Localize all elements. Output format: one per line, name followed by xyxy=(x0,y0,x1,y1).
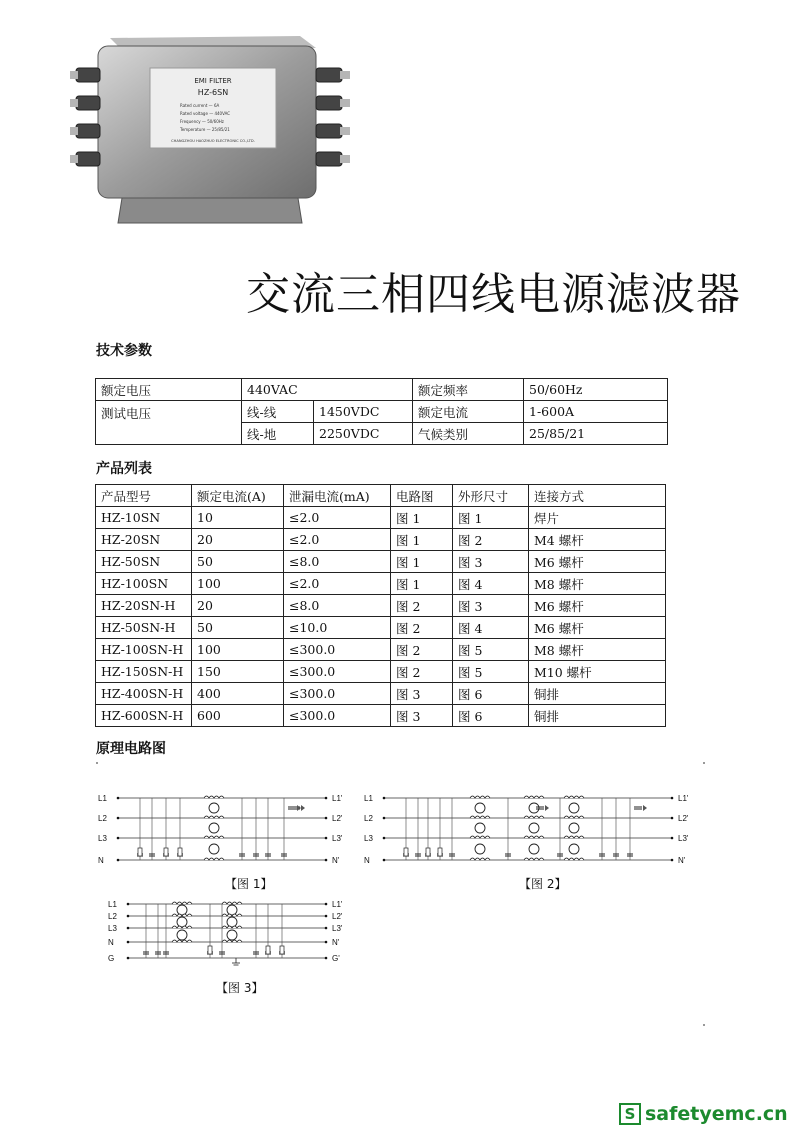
table-cell: 线-线 xyxy=(242,401,314,423)
table-cell: 电路图 xyxy=(391,485,453,507)
input-label: L2 xyxy=(98,814,107,823)
table-row xyxy=(96,379,668,401)
table-cell: 额定电压 xyxy=(96,379,242,401)
table-cell: 400 xyxy=(192,683,284,705)
table-cell: 440VAC xyxy=(242,379,413,401)
table-cell: 20 xyxy=(192,595,284,617)
coil-icon xyxy=(204,836,224,838)
svg-text:CHANGZHOU HAOZHUO ELECTRONIC C: CHANGZHOU HAOZHUO ELECTRONIC CO.,LTD. xyxy=(171,139,255,143)
table-cell: ≤8.0 xyxy=(284,551,391,573)
choke-core-icon xyxy=(475,844,485,854)
arrow-icon xyxy=(301,805,305,811)
table-cell: HZ-600SN-H xyxy=(96,705,192,727)
table-cell: 铜排 xyxy=(529,683,666,705)
table-cell: 线-地 xyxy=(242,423,314,445)
table-cell: 图 1 xyxy=(391,551,453,573)
table-cell: 图 1 xyxy=(391,573,453,595)
table-cell: 图 2 xyxy=(391,661,453,683)
table-cell: ≤300.0 xyxy=(284,705,391,727)
arrow-icon xyxy=(297,805,301,811)
coil-icon xyxy=(524,836,544,838)
coil-icon xyxy=(470,858,490,860)
table-cell: M6 螺杆 xyxy=(529,617,666,639)
table-cell: ≤2.0 xyxy=(284,507,391,529)
table-cell: 2250VDC xyxy=(314,423,413,445)
table-cell: 图 2 xyxy=(391,595,453,617)
arrow-icon xyxy=(643,805,647,811)
table-cell: 50 xyxy=(192,617,284,639)
table-row xyxy=(96,529,666,551)
table-cell: 图 3 xyxy=(391,705,453,727)
resistor-icon xyxy=(138,848,142,856)
table-cell: HZ-100SN-H xyxy=(96,639,192,661)
output-label: L1' xyxy=(678,794,689,803)
choke-core-icon xyxy=(529,803,539,813)
output-label: L1' xyxy=(332,794,343,803)
table-cell: ≤2.0 xyxy=(284,573,391,595)
choke-core-icon xyxy=(177,930,187,940)
table-cell: 产品型号 xyxy=(96,485,192,507)
figure-1-caption: 【图 1】 xyxy=(225,877,273,891)
output-label: N' xyxy=(332,856,340,865)
figure-2-caption: 【图 2】 xyxy=(519,877,567,891)
table-cell: M6 螺杆 xyxy=(529,551,666,573)
table-cell: M10 螺杆 xyxy=(529,661,666,683)
circuit-figure-2 xyxy=(362,788,702,868)
coil-icon xyxy=(470,836,490,838)
table-cell: 图 3 xyxy=(391,683,453,705)
table-cell: 图 4 xyxy=(453,573,529,595)
table-cell: 图 1 xyxy=(453,507,529,529)
input-label: L1 xyxy=(364,794,373,803)
table-cell: 100 xyxy=(192,639,284,661)
input-label: N xyxy=(98,856,104,865)
coil-icon xyxy=(524,796,544,798)
table-cell: 100 xyxy=(192,573,284,595)
resistor-icon xyxy=(438,848,442,856)
coil-icon xyxy=(564,816,584,818)
table-row xyxy=(96,551,666,573)
coil-icon xyxy=(564,836,584,838)
table-cell: 1-600A xyxy=(524,401,668,423)
product-table xyxy=(95,484,666,727)
choke-core-icon xyxy=(569,803,579,813)
output-label: L1' xyxy=(332,900,343,909)
figure-3-caption: 【图 3】 xyxy=(216,981,264,995)
choke-core-icon xyxy=(209,803,219,813)
output-label: N' xyxy=(332,938,340,947)
logo-text: safetyemc.cn xyxy=(645,1103,788,1125)
table-cell: 图 4 xyxy=(453,617,529,639)
table-cell: M8 螺杆 xyxy=(529,639,666,661)
table-row xyxy=(96,507,666,529)
choke-core-icon xyxy=(227,905,237,915)
input-label: N xyxy=(364,856,370,865)
table-cell: M4 螺杆 xyxy=(529,529,666,551)
circuit-figure-3 xyxy=(106,896,356,976)
product-photo xyxy=(62,28,382,238)
choke-core-icon xyxy=(177,905,187,915)
table-cell: 50/60Hz xyxy=(524,379,668,401)
output-label: L2' xyxy=(332,814,343,823)
input-label: L3 xyxy=(364,834,373,843)
input-label: L2 xyxy=(108,912,117,921)
table-cell: HZ-20SN-H xyxy=(96,595,192,617)
output-label: L3' xyxy=(332,924,343,933)
choke-core-icon xyxy=(569,823,579,833)
table-cell: HZ-150SN-H xyxy=(96,661,192,683)
coil-icon xyxy=(564,796,584,798)
coil-icon xyxy=(470,816,490,818)
svg-text:Rated current — 6A: Rated current — 6A xyxy=(180,103,220,108)
page-title: 交流三相四线电源滤波器 xyxy=(246,269,741,320)
coil-icon xyxy=(470,796,490,798)
table-cell: ≤300.0 xyxy=(284,661,391,683)
table-cell: ≤8.0 xyxy=(284,595,391,617)
table-cell: HZ-50SN-H xyxy=(96,617,192,639)
table-cell: 额定电流(A) xyxy=(192,485,284,507)
table-cell: 泄漏电流(mA) xyxy=(284,485,391,507)
table-cell: ≤2.0 xyxy=(284,529,391,551)
input-label: L3 xyxy=(108,924,117,933)
table-cell: 图 5 xyxy=(453,661,529,683)
table-cell: 图 6 xyxy=(453,683,529,705)
table-cell: 图 1 xyxy=(391,529,453,551)
resistor-icon xyxy=(208,946,212,954)
output-label: L2' xyxy=(332,912,343,921)
choke-core-icon xyxy=(529,823,539,833)
resistor-icon xyxy=(426,848,430,856)
output-label: L3' xyxy=(678,834,689,843)
table-cell: 外形尺寸 xyxy=(453,485,529,507)
table-cell: 铜排 xyxy=(529,705,666,727)
table-cell: 图 1 xyxy=(391,507,453,529)
table-cell: HZ-20SN xyxy=(96,529,192,551)
svg-text:Temperature — 25/85/21: Temperature — 25/85/21 xyxy=(180,127,230,132)
table-cell: 焊片 xyxy=(529,507,666,529)
coil-icon xyxy=(524,816,544,818)
output-label: L2' xyxy=(678,814,689,823)
choke-core-icon xyxy=(475,803,485,813)
choke-core-icon xyxy=(529,844,539,854)
table-cell: 额定频率 xyxy=(413,379,524,401)
table-cell: 1450VDC xyxy=(314,401,413,423)
tech-params-heading: 技术参数 xyxy=(96,343,152,359)
table-cell: 600 xyxy=(192,705,284,727)
coil-icon xyxy=(524,858,544,860)
table-header-row xyxy=(96,485,666,507)
label-model: HZ-6SN xyxy=(197,88,229,97)
choke-core-icon xyxy=(227,917,237,927)
choke-core-icon xyxy=(177,917,187,927)
choke-core-icon xyxy=(475,823,485,833)
table-cell: 图 2 xyxy=(391,617,453,639)
table-row xyxy=(96,683,666,705)
table-cell: 图 3 xyxy=(453,551,529,573)
input-label: L3 xyxy=(98,834,107,843)
coil-icon xyxy=(222,902,242,904)
table-row xyxy=(96,705,666,727)
choke-core-icon xyxy=(569,844,579,854)
input-label: L2 xyxy=(364,814,373,823)
input-label: G xyxy=(108,954,115,963)
table-cell: M6 螺杆 xyxy=(529,595,666,617)
table-cell: HZ-50SN xyxy=(96,551,192,573)
table-cell: 150 xyxy=(192,661,284,683)
coil-icon xyxy=(204,796,224,798)
table-cell: ≤300.0 xyxy=(284,639,391,661)
table-row xyxy=(96,595,666,617)
coil-icon xyxy=(172,902,192,904)
table-cell: 额定电流 xyxy=(413,401,524,423)
output-label: N' xyxy=(678,856,686,865)
table-cell: M8 螺杆 xyxy=(529,573,666,595)
resistor-icon xyxy=(266,946,270,954)
table-cell: ≤10.0 xyxy=(284,617,391,639)
label-title: EMI FILTER xyxy=(194,77,232,85)
spec-table xyxy=(95,378,668,445)
svg-text:Rated voltage — 440VAC: Rated voltage — 440VAC xyxy=(180,111,231,116)
logo-mark: S xyxy=(619,1103,641,1125)
coil-icon xyxy=(204,858,224,860)
circuit-figure-1 xyxy=(96,788,356,868)
table-cell: 25/85/21 xyxy=(524,423,668,445)
coil-icon xyxy=(564,858,584,860)
svg-text:Frequency — 50/60Hz: Frequency — 50/60Hz xyxy=(180,119,224,124)
coil-icon xyxy=(204,816,224,818)
table-row xyxy=(96,573,666,595)
table-cell: HZ-10SN xyxy=(96,507,192,529)
table-cell: 10 xyxy=(192,507,284,529)
output-label: L3' xyxy=(332,834,343,843)
resistor-icon xyxy=(280,946,284,954)
product-list-heading: 产品列表 xyxy=(96,461,152,477)
table-cell: HZ-100SN xyxy=(96,573,192,595)
table-cell: 20 xyxy=(192,529,284,551)
choke-core-icon xyxy=(209,844,219,854)
table-cell: 图 6 xyxy=(453,705,529,727)
resistor-icon xyxy=(178,848,182,856)
table-cell: HZ-400SN-H xyxy=(96,683,192,705)
resistor-icon xyxy=(164,848,168,856)
table-cell: 图 2 xyxy=(453,529,529,551)
table-row xyxy=(96,401,668,423)
resistor-icon xyxy=(404,848,408,856)
circuit-heading: 原理电路图 xyxy=(96,741,166,757)
table-cell: 50 xyxy=(192,551,284,573)
arrow-icon xyxy=(545,805,549,811)
input-label: N xyxy=(108,938,114,947)
output-label: G' xyxy=(332,954,340,963)
table-cell: 连接方式 xyxy=(529,485,666,507)
site-logo xyxy=(619,1103,788,1125)
table-row xyxy=(96,617,666,639)
table-row xyxy=(96,661,666,683)
choke-core-icon xyxy=(227,930,237,940)
table-cell: ≤300.0 xyxy=(284,683,391,705)
table-cell: 测试电压 xyxy=(96,401,242,445)
input-label: L1 xyxy=(108,900,117,909)
table-cell: 图 3 xyxy=(453,595,529,617)
table-cell: 气候类别 xyxy=(413,423,524,445)
input-label: L1 xyxy=(98,794,107,803)
choke-core-icon xyxy=(209,823,219,833)
table-cell: 图 5 xyxy=(453,639,529,661)
table-cell: 图 2 xyxy=(391,639,453,661)
table-row xyxy=(96,639,666,661)
